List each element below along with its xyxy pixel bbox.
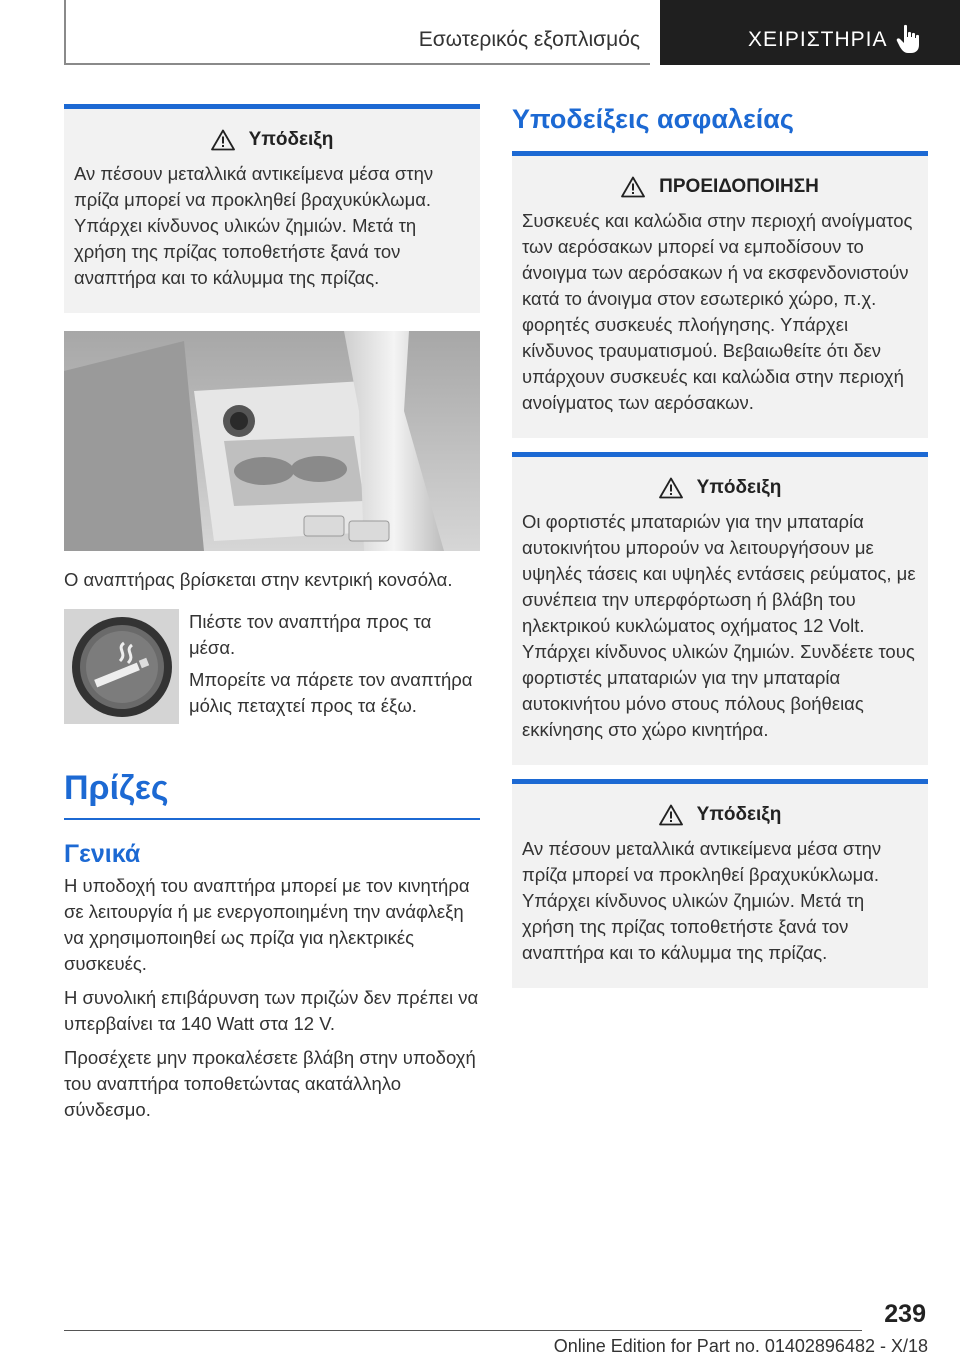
- warning-triangle-icon: [211, 129, 235, 151]
- warning-triangle-icon: [659, 477, 683, 499]
- warning-box: [512, 156, 928, 438]
- header-bottom-rule: [64, 63, 650, 65]
- center-console-illustration: [64, 331, 480, 551]
- paragraph-1: Η υποδοχή του αναπτήρα μπορεί με τον κινητήρα σε λειτουργία ή με ενεργοποιημένη την ανάφλεξη να χρησιμοποιηθεί ως πρίζα για ηλεκτρικές συσκευές.: [64, 875, 470, 974]
- note-header: [522, 804, 918, 826]
- paragraph-3: Προσέχετε μην προκαλέσετε βλάβη στην υποδοχή του αναπτήρα τοποθετώντας ακατάλληλο σύνδεσμο.: [64, 1047, 476, 1120]
- console-photo: [64, 331, 480, 551]
- lighter-step-1: Πιέστε τον αναπτήρα προς τα μέσα.: [189, 611, 432, 658]
- hand-pointer-icon: [896, 24, 922, 54]
- footer-edition: Online Edition for Part no. 01402896482 - X/18: [553, 1336, 928, 1356]
- note-title: Υπόδειξη: [696, 477, 782, 498]
- left-column: [64, 104, 480, 1123]
- cigarette-lighter-icon: [64, 609, 179, 724]
- header-section-title: Εσωτερικός εξοπλισμός: [418, 28, 640, 51]
- lighter-image: [64, 609, 179, 724]
- footer-rule: [64, 1330, 862, 1331]
- header-manual-label: ΧΕΙΡΙΣΤΗΡΙΑ: [748, 28, 888, 51]
- note-title: Υπόδειξη: [248, 129, 334, 150]
- lighter-text: [189, 609, 480, 725]
- note-title: Υπόδειξη: [696, 804, 782, 825]
- photo-caption: Ο αναπτήρας βρίσκεται στην κεντρική κονσόλα.: [64, 569, 453, 590]
- warning-header: [522, 176, 918, 198]
- warning-triangle-icon: [659, 804, 683, 826]
- section-heading-sockets: Πρίζες: [64, 769, 169, 807]
- paragraph-2: Η συνολική επιβάρυνση των πριζών δεν πρέπει να υπερβαίνει τα 140 Watt στα 12 V.: [64, 987, 479, 1034]
- note-box-charger: [512, 457, 928, 765]
- heading-rule: [64, 818, 480, 820]
- note-header: [522, 477, 918, 499]
- note-text: Οι φορτιστές μπαταριών για την μπαταρία αυτοκινήτου μπορούν να λειτουργήσουν με υψηλές τάσεις και υψηλές εντάσεις ρεύματος, με συνέπεια την υπερφόρτωση ή βλάβη του ηλεκτρικού κυκλώματος οχήματος 12 Volt. Υπάρχει κίνδυνος υλικών ζημιών. Συνδέετε τους φορτιστές μπαταριών για την μπαταρία αυτοκινήτου μόνο στους πόλους βοήθειας εκκίνησης στο χώρο κινητήρα.: [522, 511, 916, 740]
- right-column: [512, 96, 928, 988]
- note-header: [74, 129, 470, 151]
- note-text: Αν πέσουν μεταλλικά αντικείμενα μέσα στην πρίζα μπορεί να προκληθεί βραχυκύκλωμα. Υπάρχει κίνδυνος υλικών ζημιών. Μετά τη χρήση της πρίζας τοποθετήστε ξανά τον αναπτήρα και το κάλυμμα της πρίζας.: [522, 838, 882, 963]
- lighter-instructions: [64, 609, 480, 725]
- header-left-rule: [64, 0, 66, 64]
- page-number: 239: [884, 1300, 926, 1328]
- safety-notes-title: Υποδείξεις ασφαλείας: [512, 104, 794, 134]
- warning-text: Συσκευές και καλώδια στην περιοχή ανοίγματος των αερόσακων μπορεί να εμποδίσουν το άνοιγμα των αερόσακων ή να εκσφενδονιστούν κατά το άνοιγμα στον εσωτερικό χώρο, π.χ. φορητές συσκευές πλοήγησης. Υπάρχει κίνδυνος τραυματισμού. Βεβαιωθείτε ότι δεν υπάρχουν συσκευές και καλώδια στην περιοχή ανοίγματος των αερόσακων.: [522, 210, 913, 413]
- warning-triangle-icon: [621, 176, 645, 198]
- note-text: Αν πέσουν μεταλλικά αντικείμενα μέσα στην πρίζα μπορεί να προκληθεί βραχυκύκλωμα. Υπάρχει κίνδυνος υλικών ζημιών. Μετά τη χρήση της πρίζας τοποθετήστε ξανά τον αναπτήρα και το κάλυμμα της πρίζας.: [74, 163, 434, 288]
- warning-title: ΠΡΟΕΙΔΟΠΟΙΗΣΗ: [659, 176, 819, 197]
- note-box-socket: [512, 784, 928, 988]
- subheading-general: Γενικά: [64, 840, 141, 868]
- lighter-step-2: Μπορείτε να πάρετε τον αναπτήρα μόλις πεταχτεί προς τα έξω.: [189, 669, 473, 716]
- note-box: [64, 104, 480, 313]
